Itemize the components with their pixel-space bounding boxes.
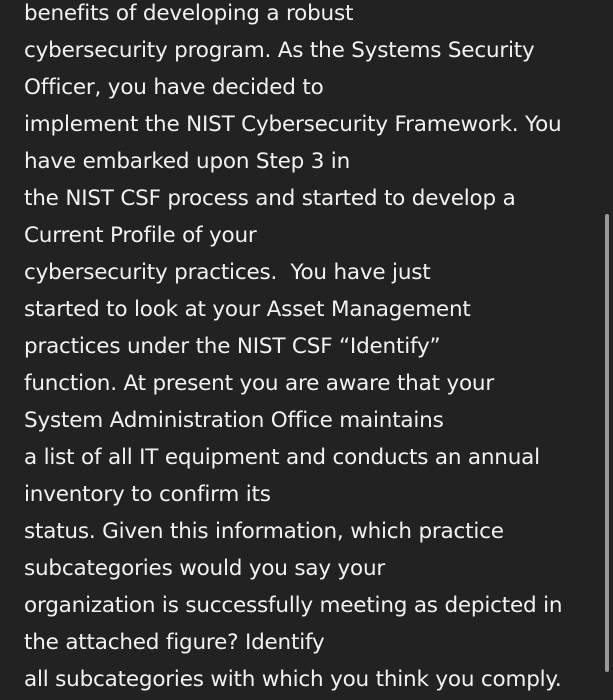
question-line: function. At present you are aware that your xyxy=(24,371,494,396)
question-line: practices under the NIST CSF “Identify” xyxy=(24,334,441,359)
question-line: Officer, you have decided to xyxy=(24,75,324,100)
scrollbar-thumb[interactable] xyxy=(605,214,609,672)
question-text xyxy=(24,0,594,698)
question-line: status. Given this information, which practice xyxy=(24,519,504,544)
question-line: implement the NIST Cybersecurity Framework. You xyxy=(24,112,562,137)
question-line: all subcategories with which you think you comply. xyxy=(24,667,562,692)
question-line: subcategories would you say your xyxy=(24,556,386,581)
question-line: benefits of developing a robust xyxy=(24,1,354,26)
question-line: the NIST CSF process and started to develop a xyxy=(24,186,516,211)
question-line: organization is successfully meeting as depicted in xyxy=(24,593,563,618)
question-line: cybersecurity program. As the Systems Security xyxy=(24,38,535,63)
question-line: Current Profile of your xyxy=(24,223,257,248)
vertical-scrollbar[interactable] xyxy=(601,0,613,700)
question-line: the attached figure? Identify xyxy=(24,630,325,655)
question-line: have embarked upon Step 3 in xyxy=(24,149,351,174)
question-line: inventory to confirm its xyxy=(24,482,271,507)
question-line: started to look at your Asset Management xyxy=(24,297,471,322)
question-line: cybersecurity practices. You have just xyxy=(24,260,431,285)
question-line: a list of all IT equipment and conducts an annual xyxy=(24,445,540,470)
question-line: System Administration Office maintains xyxy=(24,408,444,433)
